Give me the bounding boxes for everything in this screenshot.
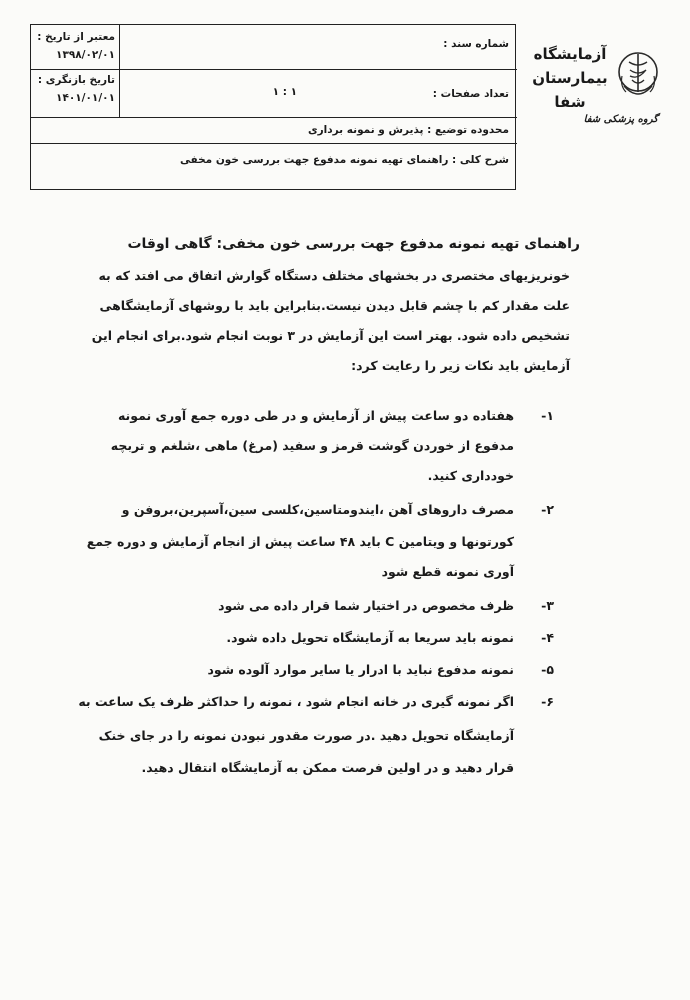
item-5-number: ۵- [541, 662, 554, 677]
document-header-table [30, 24, 516, 190]
item-1-number: ۱- [541, 408, 554, 423]
review-date-cell [37, 71, 115, 107]
lab-logo [522, 42, 660, 142]
header-row-doc-number [31, 25, 517, 69]
valid-from-cell [37, 28, 115, 64]
document-title: راهنمای تهیه نمونه مدفوع جهت بررسی خون مخفی: گاهی اوقات [127, 236, 580, 252]
item-6-line-2: آزمایشگاه تحویل دهید .در صورت مقدور نبودن نمونه را در جای خنک [98, 728, 514, 743]
review-date-value: ۱۴۰۱/۰۱/۰۱ [56, 92, 115, 104]
scope-text: محدوده توضیع : پذیرش و نمونه برداری [307, 124, 509, 136]
item-4-number: ۴- [541, 630, 554, 645]
item-6-number: ۶- [541, 694, 554, 709]
item-3-line-1: ظرف مخصوص در اختیار شما قرار داده می شود [218, 598, 514, 613]
lab-name-line3: شفا [554, 93, 586, 111]
valid-from-value: ۱۳۹۸/۰۲/۰۱ [56, 49, 115, 61]
valid-from-label: معتبر از تاریخ : [37, 31, 115, 43]
intro-line-3: تشخیص داده شود. بهتر است این آزمایش در ۳ نوبت انجام شود.برای انجام این [91, 328, 570, 343]
header-row-description [31, 143, 517, 191]
item-6-line-1: اگر نمونه گیری در خانه انجام شود ، نمونه را حداکثر ظرف یک ساعت به [78, 694, 514, 709]
item-1-line-2: مدفوع از خوردن گوشت قرمز و سفید (مرغ) ماهی ،شلغم و تربچه [110, 438, 514, 453]
intro-line-4: آزمایش باید نکات زیر را رعایت کرد: [351, 358, 570, 373]
page-count-label: تعداد صفحات : [432, 88, 509, 100]
lab-name-line2: بیمارستان [532, 69, 608, 87]
item-3-number: ۳- [541, 598, 554, 613]
page-count-value: ۱ : ۱ [272, 86, 297, 98]
item-5-line-1: نمونه مدفوع نباید با ادرار یا سایر موارد آلوده شود [207, 662, 514, 677]
intro-line-2: علت مقدار کم با چشم قابل دیدن نیست.بنابراین باید با روشهای آزمایشگاهی [99, 298, 570, 313]
header-row-scope [31, 117, 517, 143]
item-2-line-2: کورتونها و ویتامین C باید ۴۸ ساعت پیش از انجام آزمایش و دوره جمع [86, 534, 514, 549]
item-2-line-1: مصرف داروهای آهن ،ایندومتاسین،کلسی سین،آسپرین،بروفن و [121, 502, 514, 517]
item-6-line-3: قرار دهید و در اولین فرصت ممکن به آزمایشگاه انتقال دهید. [141, 760, 514, 775]
item-1-line-3: خودداری کنید. [427, 468, 514, 483]
intro-line-1: خونریزیهای مختصری در بخشهای مختلف دستگاه گوارش اتفاق می افتد که به [98, 268, 570, 283]
description-text: شرح کلی : راهنمای تهیه نمونه مدفوع جهت بررسی خون مخفی [179, 154, 509, 166]
logo-tagline: گروه پزشکی شفا [583, 114, 658, 125]
caduceus-emblem-icon [616, 46, 660, 106]
item-2-line-3: آوری نمونه قطع شود [381, 564, 514, 579]
lab-name [530, 42, 610, 114]
item-1-line-1: هفتاده دو ساعت پیش از آزمایش و در طی دوره جمع آوری نمونه [117, 408, 514, 423]
doc-number-label: شماره سند : [443, 38, 509, 50]
review-date-label: تاریخ بازنگری : [37, 74, 115, 86]
item-4-line-1: نمونه باید سریعا به آزمایشگاه تحویل داده شود. [226, 630, 514, 645]
lab-name-line1: آزمایشگاه [533, 45, 607, 63]
item-2-number: ۲- [541, 502, 554, 517]
